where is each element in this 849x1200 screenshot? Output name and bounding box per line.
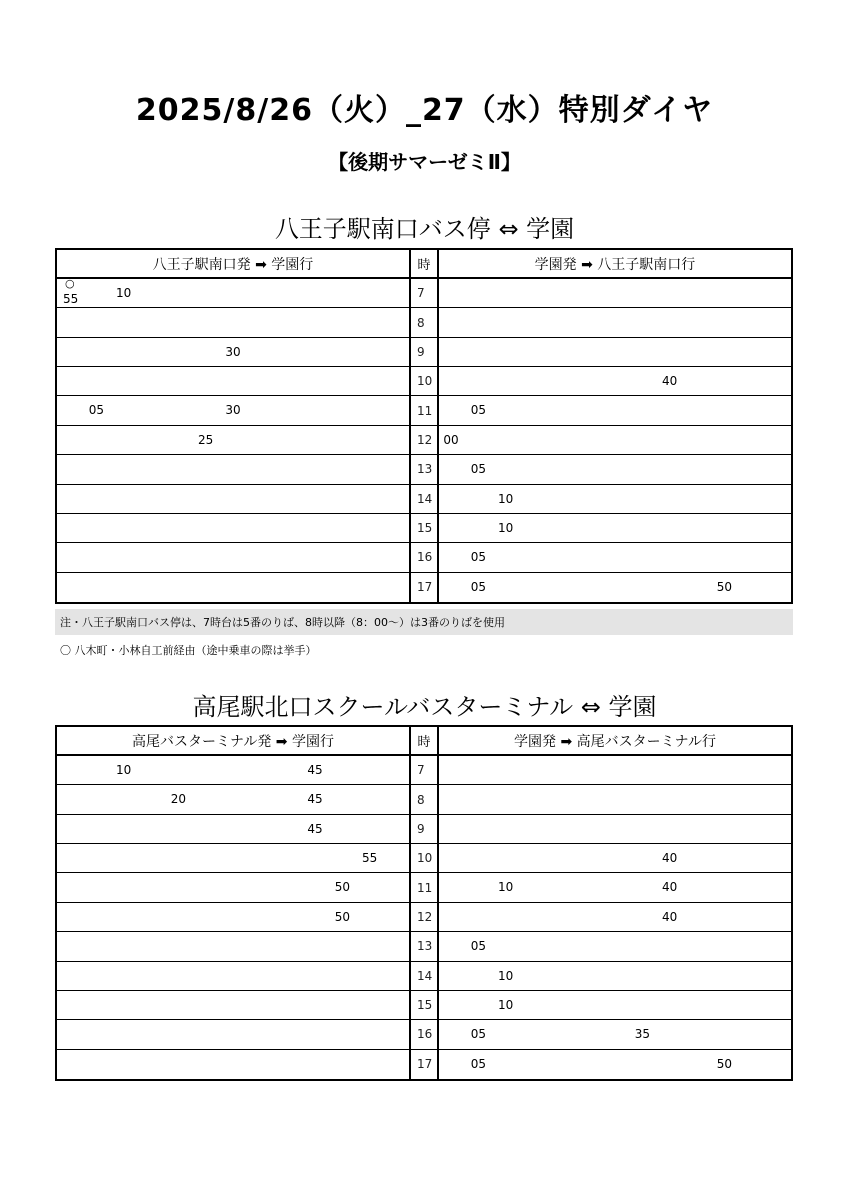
right-minutes-cell <box>439 844 791 872</box>
hour-cell: 12 <box>409 903 439 931</box>
right-column-header: 学園発 ➡ 八王子駅南口行 <box>534 256 696 273</box>
departure-minute: 45 <box>307 763 323 777</box>
left-column-header: 高尾バスターミナル発 ➡ 学園行 <box>132 733 334 750</box>
hour-cell: 17 <box>409 1050 439 1079</box>
left-minutes-cell <box>57 991 409 1019</box>
left-minutes-cell <box>57 873 409 901</box>
hour-cell: 17 <box>409 573 439 602</box>
hour-cell: 13 <box>409 932 439 960</box>
hour-cell: 16 <box>409 543 439 571</box>
departure-minute: 05 <box>470 1027 486 1042</box>
right-minutes-cell <box>439 455 791 483</box>
departure-minute: 50 <box>716 579 732 594</box>
table-row <box>57 426 791 455</box>
hour-cell: 14 <box>409 962 439 990</box>
departure-minute: 10 <box>498 520 514 535</box>
departure-minute: 35 <box>634 1027 650 1042</box>
hour-cell: 12 <box>409 426 439 454</box>
note-route: 〇 八木町・小林自工前経由（途中乗車の際は挙手） <box>60 644 317 657</box>
departure-minute: 20 <box>170 792 186 807</box>
departure-minute: 05 <box>88 403 104 418</box>
right-minutes-cell <box>439 991 791 1019</box>
left-minutes-cell <box>57 485 409 513</box>
right-minutes-cell <box>439 756 791 784</box>
table-row <box>57 932 791 961</box>
departure-minute: 25 <box>198 432 214 447</box>
section2-heading: 高尾駅北口スクールバスターミナル ⇔ 学園 <box>192 693 657 721</box>
right-minutes-cell <box>439 873 791 901</box>
left-minutes-cell <box>57 396 409 424</box>
hour-cell: 7 <box>409 279 439 307</box>
table-row <box>57 873 791 902</box>
departure-minute: 10 <box>116 763 132 777</box>
table-row <box>57 844 791 873</box>
hour-cell: 8 <box>409 308 439 336</box>
table-row <box>57 338 791 367</box>
table-row <box>57 308 791 337</box>
left-minutes-cell <box>57 455 409 483</box>
table-row <box>57 279 791 308</box>
hour-cell: 11 <box>409 873 439 901</box>
right-minutes-cell <box>439 338 791 366</box>
timetable-hachioji <box>55 248 793 604</box>
left-minutes-cell <box>57 279 409 307</box>
left-minutes-cell <box>57 962 409 990</box>
right-minutes-cell <box>439 396 791 424</box>
right-minutes-cell <box>439 367 791 395</box>
right-minutes-cell <box>439 279 791 307</box>
left-minutes-cell <box>57 367 409 395</box>
hour-cell: 7 <box>409 756 439 784</box>
departure-minute: 40 <box>662 374 678 389</box>
hour-cell: 9 <box>409 815 439 843</box>
departure-minute: 10 <box>498 968 514 983</box>
departure-minute: 40 <box>662 851 678 866</box>
left-minutes-cell <box>57 1050 409 1079</box>
hour-cell: 13 <box>409 455 439 483</box>
departure-minute: 55 <box>63 292 79 306</box>
departure-minute: 50 <box>334 880 350 895</box>
hour-cell: 15 <box>409 514 439 542</box>
hour-cell: 9 <box>409 338 439 366</box>
hour-cell: 10 <box>409 844 439 872</box>
left-minutes-cell <box>57 932 409 960</box>
right-minutes-cell <box>439 1050 791 1079</box>
table-row <box>57 756 791 785</box>
table-row <box>57 514 791 543</box>
departure-minute: 10 <box>498 997 514 1012</box>
table-header <box>57 250 791 279</box>
departure-minute: 00 <box>443 432 459 447</box>
table-row <box>57 1020 791 1049</box>
notes <box>55 609 793 658</box>
departure-minute: 05 <box>470 939 486 954</box>
left-minutes-cell <box>57 903 409 931</box>
via-route-marker: ○ <box>65 277 75 290</box>
table-row <box>57 543 791 572</box>
right-minutes-cell <box>439 932 791 960</box>
note-platform: 注・八王子駅南口バス停は、7時台は5番のりば、8時以降（8：00～）は3番のりばを使用 <box>55 609 793 635</box>
table-row <box>57 962 791 991</box>
departure-minute: 10 <box>498 491 514 506</box>
hour-cell: 10 <box>409 367 439 395</box>
right-column-header: 学園発 ➡ 高尾バスターミナル行 <box>514 733 716 750</box>
right-minutes-cell <box>439 962 791 990</box>
left-minutes-cell <box>57 573 409 602</box>
right-minutes-cell <box>439 426 791 454</box>
departure-minute: 40 <box>662 909 678 924</box>
left-column-header: 八王子駅南口発 ➡ 学園行 <box>152 256 314 273</box>
departure-minute: 10 <box>498 880 514 895</box>
right-minutes-cell <box>439 1020 791 1048</box>
left-minutes-cell <box>57 426 409 454</box>
left-minutes-cell <box>57 1020 409 1048</box>
right-minutes-cell <box>439 785 791 813</box>
departure-minute: 50 <box>334 909 350 924</box>
hour-column-header: 時 <box>409 727 439 754</box>
right-minutes-cell <box>439 815 791 843</box>
right-minutes-cell <box>439 903 791 931</box>
page-title: 2025/8/26（火）_27（水）特別ダイヤ <box>135 93 714 128</box>
table-row <box>57 455 791 484</box>
right-minutes-cell <box>439 485 791 513</box>
left-minutes-cell <box>57 338 409 366</box>
departure-minute: 05 <box>470 579 486 594</box>
hour-cell: 15 <box>409 991 439 1019</box>
section1-heading: 八王子駅南口バス停 ⇔ 学園 <box>274 215 575 243</box>
left-minutes-cell <box>57 844 409 872</box>
table-row <box>57 815 791 844</box>
hour-cell: 16 <box>409 1020 439 1048</box>
table-row <box>57 903 791 932</box>
left-minutes-cell <box>57 815 409 843</box>
left-minutes-cell <box>57 785 409 813</box>
right-minutes-cell <box>439 514 791 542</box>
departure-minute: 10 <box>116 286 132 300</box>
departure-minute: 30 <box>225 403 241 418</box>
hour-cell: 14 <box>409 485 439 513</box>
table-header <box>57 727 791 756</box>
table-row <box>57 991 791 1020</box>
departure-minute: 05 <box>470 1056 486 1071</box>
right-minutes-cell <box>439 573 791 602</box>
left-minutes-cell <box>57 308 409 336</box>
departure-minute: 30 <box>225 344 241 359</box>
hour-column-header: 時 <box>409 250 439 277</box>
table-row <box>57 1050 791 1079</box>
departure-minute: 05 <box>470 403 486 418</box>
table-row <box>57 785 791 814</box>
right-minutes-cell <box>439 543 791 571</box>
left-minutes-cell <box>57 514 409 542</box>
departure-minute: 45 <box>307 792 323 807</box>
departure-minute: 50 <box>716 1056 732 1071</box>
table-row <box>57 485 791 514</box>
departure-minute: 55 <box>362 851 378 866</box>
departure-minute: 40 <box>662 880 678 895</box>
table-row <box>57 396 791 425</box>
departure-minute: 45 <box>307 821 323 836</box>
right-minutes-cell <box>439 308 791 336</box>
hour-cell: 8 <box>409 785 439 813</box>
timetable-takao <box>55 725 793 1081</box>
departure-minute: 05 <box>470 462 486 477</box>
hour-cell: 11 <box>409 396 439 424</box>
table-row <box>57 573 791 602</box>
table-row <box>57 367 791 396</box>
left-minutes-cell <box>57 756 409 784</box>
page-subtitle: 【後期サマーゼミⅡ】 <box>328 150 521 174</box>
left-minutes-cell <box>57 543 409 571</box>
departure-minute: 05 <box>470 550 486 565</box>
